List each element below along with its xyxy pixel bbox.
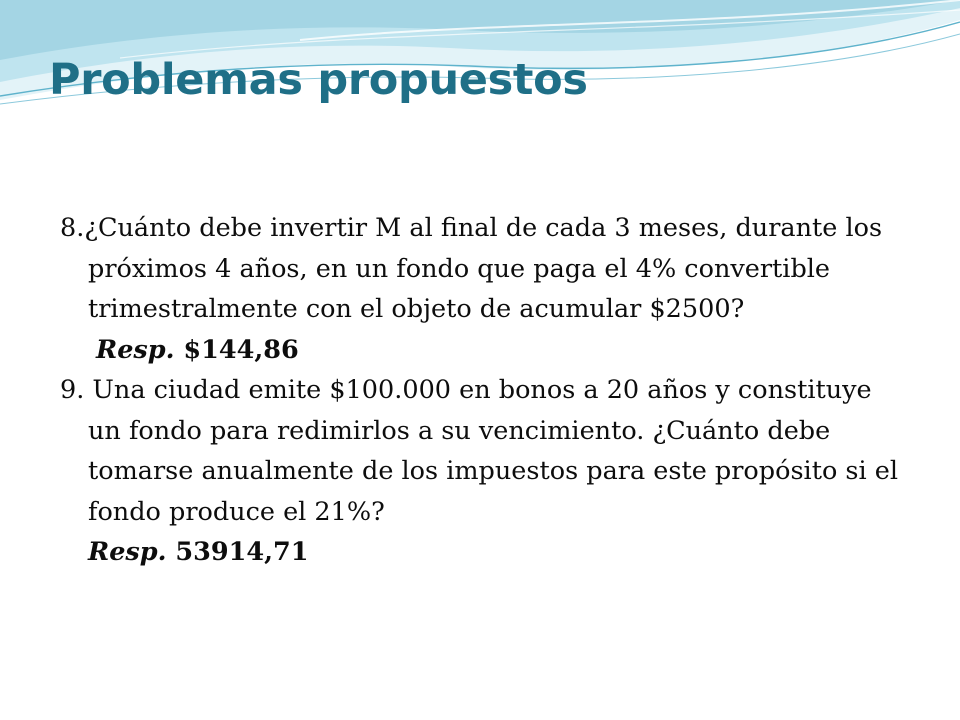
answer-value: 53914,71 bbox=[175, 537, 309, 567]
answer-label: Resp. bbox=[96, 334, 175, 365]
problem-8 bbox=[60, 208, 910, 330]
problem-9 bbox=[60, 370, 910, 573]
slide-title: Problemas propuestos bbox=[49, 55, 588, 105]
problem-8-text: 8.¿Cuánto debe invertir M al final de cada 3 meses, durante los próximos 4 años, en un fondo que paga el 4% convertible trimestralmente con el objeto de acumular $2500? bbox=[60, 213, 883, 324]
problem-9-answer bbox=[88, 532, 910, 573]
problems-list bbox=[60, 208, 910, 573]
answer-label: Resp. bbox=[88, 537, 167, 567]
answer-value: $144,86 bbox=[183, 334, 299, 365]
problem-8-answer bbox=[60, 330, 910, 371]
problem-9-text: 9. Una ciudad emite $100.000 en bonos a 20 años y constituye un fondo para redimirlos a su vencimiento. ¿Cuánto debe tomarse anualmente de los impuestos para este propósito si el fondo produce el 21%? bbox=[60, 375, 898, 527]
